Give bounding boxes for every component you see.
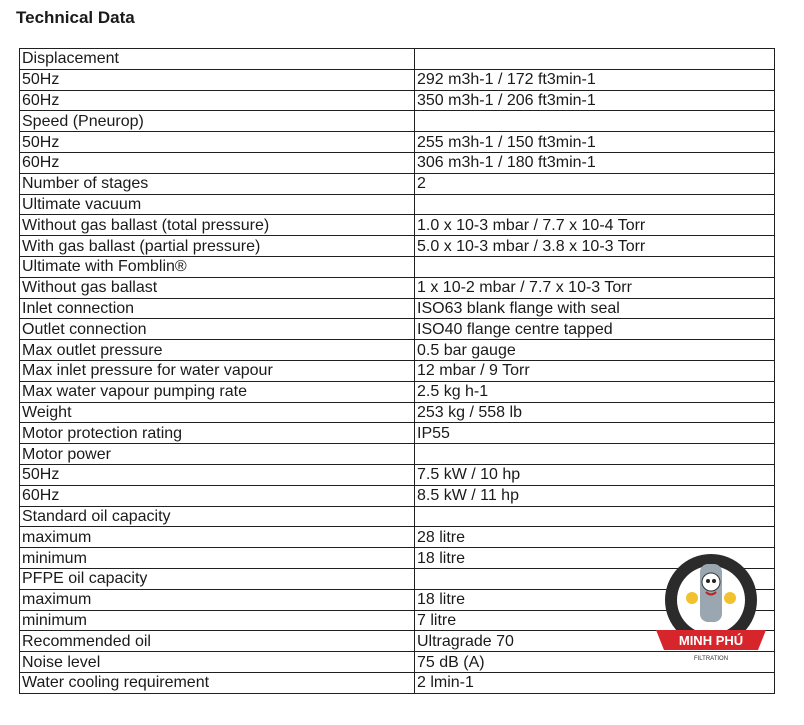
row-label: Recommended oil bbox=[20, 631, 415, 652]
table-row bbox=[20, 527, 775, 548]
table-row bbox=[20, 236, 775, 257]
row-label: Inlet connection bbox=[20, 298, 415, 319]
row-value: 1.0 x 10-3 mbar / 7.7 x 10-4 Torr bbox=[415, 215, 775, 236]
row-label: Motor power bbox=[20, 444, 415, 465]
row-label: Water cooling requirement bbox=[20, 672, 415, 693]
row-value bbox=[415, 111, 775, 132]
row-value: 0.5 bar gauge bbox=[415, 340, 775, 361]
table-row bbox=[20, 132, 775, 153]
thumb-icon bbox=[686, 592, 698, 604]
row-value: 255 m3h-1 / 150 ft3min-1 bbox=[415, 132, 775, 153]
table-row bbox=[20, 319, 775, 340]
row-label: With gas ballast (partial pressure) bbox=[20, 236, 415, 257]
minh-phu-logo bbox=[652, 548, 770, 666]
table-row bbox=[20, 298, 775, 319]
table-row bbox=[20, 402, 775, 423]
row-label: maximum bbox=[20, 589, 415, 610]
row-value: ISO40 flange centre tapped bbox=[415, 319, 775, 340]
row-label: 50Hz bbox=[20, 69, 415, 90]
row-value: 18 litre bbox=[415, 548, 775, 569]
row-value: 75 dB (A) bbox=[415, 652, 775, 673]
row-value: 8.5 kW / 11 hp bbox=[415, 485, 775, 506]
row-value: 5.0 x 10-3 mbar / 3.8 x 10-3 Torr bbox=[415, 236, 775, 257]
row-value: 350 m3h-1 / 206 ft3min-1 bbox=[415, 90, 775, 111]
row-label: maximum bbox=[20, 527, 415, 548]
row-value: 28 litre bbox=[415, 527, 775, 548]
table-row bbox=[20, 340, 775, 361]
table-row bbox=[20, 173, 775, 194]
table-row bbox=[20, 194, 775, 215]
table-row bbox=[20, 672, 775, 693]
row-label: Noise level bbox=[20, 652, 415, 673]
thumb-icon bbox=[724, 592, 736, 604]
row-value: 306 m3h-1 / 180 ft3min-1 bbox=[415, 152, 775, 173]
row-value: 7.5 kW / 10 hp bbox=[415, 464, 775, 485]
table-row bbox=[20, 464, 775, 485]
row-label: Number of stages bbox=[20, 173, 415, 194]
row-label: 60Hz bbox=[20, 90, 415, 111]
row-label: Outlet connection bbox=[20, 319, 415, 340]
row-label: Max inlet pressure for water vapour bbox=[20, 360, 415, 381]
row-value: 253 kg / 558 lb bbox=[415, 402, 775, 423]
row-value bbox=[415, 49, 775, 70]
row-value: IP55 bbox=[415, 423, 775, 444]
table-row bbox=[20, 49, 775, 70]
row-value: ISO63 blank flange with seal bbox=[415, 298, 775, 319]
row-label: minimum bbox=[20, 610, 415, 631]
row-label: 50Hz bbox=[20, 132, 415, 153]
row-label: 60Hz bbox=[20, 152, 415, 173]
table-row bbox=[20, 423, 775, 444]
row-label: Standard oil capacity bbox=[20, 506, 415, 527]
logo-sub-text: FILTRATION bbox=[693, 656, 729, 662]
table-row bbox=[20, 152, 775, 173]
row-value bbox=[415, 256, 775, 277]
table-row bbox=[20, 360, 775, 381]
table-row bbox=[20, 277, 775, 298]
row-label: 60Hz bbox=[20, 485, 415, 506]
row-value: 2 lmin-1 bbox=[415, 672, 775, 693]
table-row bbox=[20, 444, 775, 465]
row-value: Ultragrade 70 bbox=[415, 631, 775, 652]
row-value: 18 litre bbox=[415, 589, 775, 610]
row-label: Max outlet pressure bbox=[20, 340, 415, 361]
row-label: Weight bbox=[20, 402, 415, 423]
row-label: Without gas ballast bbox=[20, 277, 415, 298]
row-label: Ultimate vacuum bbox=[20, 194, 415, 215]
table-row bbox=[20, 90, 775, 111]
row-label: Speed (Pneurop) bbox=[20, 111, 415, 132]
row-label: Displacement bbox=[20, 49, 415, 70]
table-row bbox=[20, 215, 775, 236]
table-row bbox=[20, 69, 775, 90]
row-value: 2.5 kg h-1 bbox=[415, 381, 775, 402]
row-label: Without gas ballast (total pressure) bbox=[20, 215, 415, 236]
row-value bbox=[415, 194, 775, 215]
page-title: Technical Data bbox=[16, 8, 135, 27]
row-value: 12 mbar / 9 Torr bbox=[415, 360, 775, 381]
row-label: PFPE oil capacity bbox=[20, 568, 415, 589]
table-row bbox=[20, 506, 775, 527]
table-row bbox=[20, 485, 775, 506]
row-label: Motor protection rating bbox=[20, 423, 415, 444]
row-label: minimum bbox=[20, 548, 415, 569]
table-row bbox=[20, 256, 775, 277]
row-value bbox=[415, 506, 775, 527]
row-value: 1 x 10-2 mbar / 7.7 x 10-3 Torr bbox=[415, 277, 775, 298]
row-label: Max water vapour pumping rate bbox=[20, 381, 415, 402]
row-value: 292 m3h-1 / 172 ft3min-1 bbox=[415, 69, 775, 90]
table-row bbox=[20, 381, 775, 402]
table-row bbox=[20, 111, 775, 132]
row-value bbox=[415, 444, 775, 465]
row-label: 50Hz bbox=[20, 464, 415, 485]
row-value: 2 bbox=[415, 173, 775, 194]
logo-brand-text: MINH PHÚ bbox=[678, 633, 744, 648]
row-label: Ultimate with Fomblin® bbox=[20, 256, 415, 277]
row-value: 7 litre bbox=[415, 610, 775, 631]
